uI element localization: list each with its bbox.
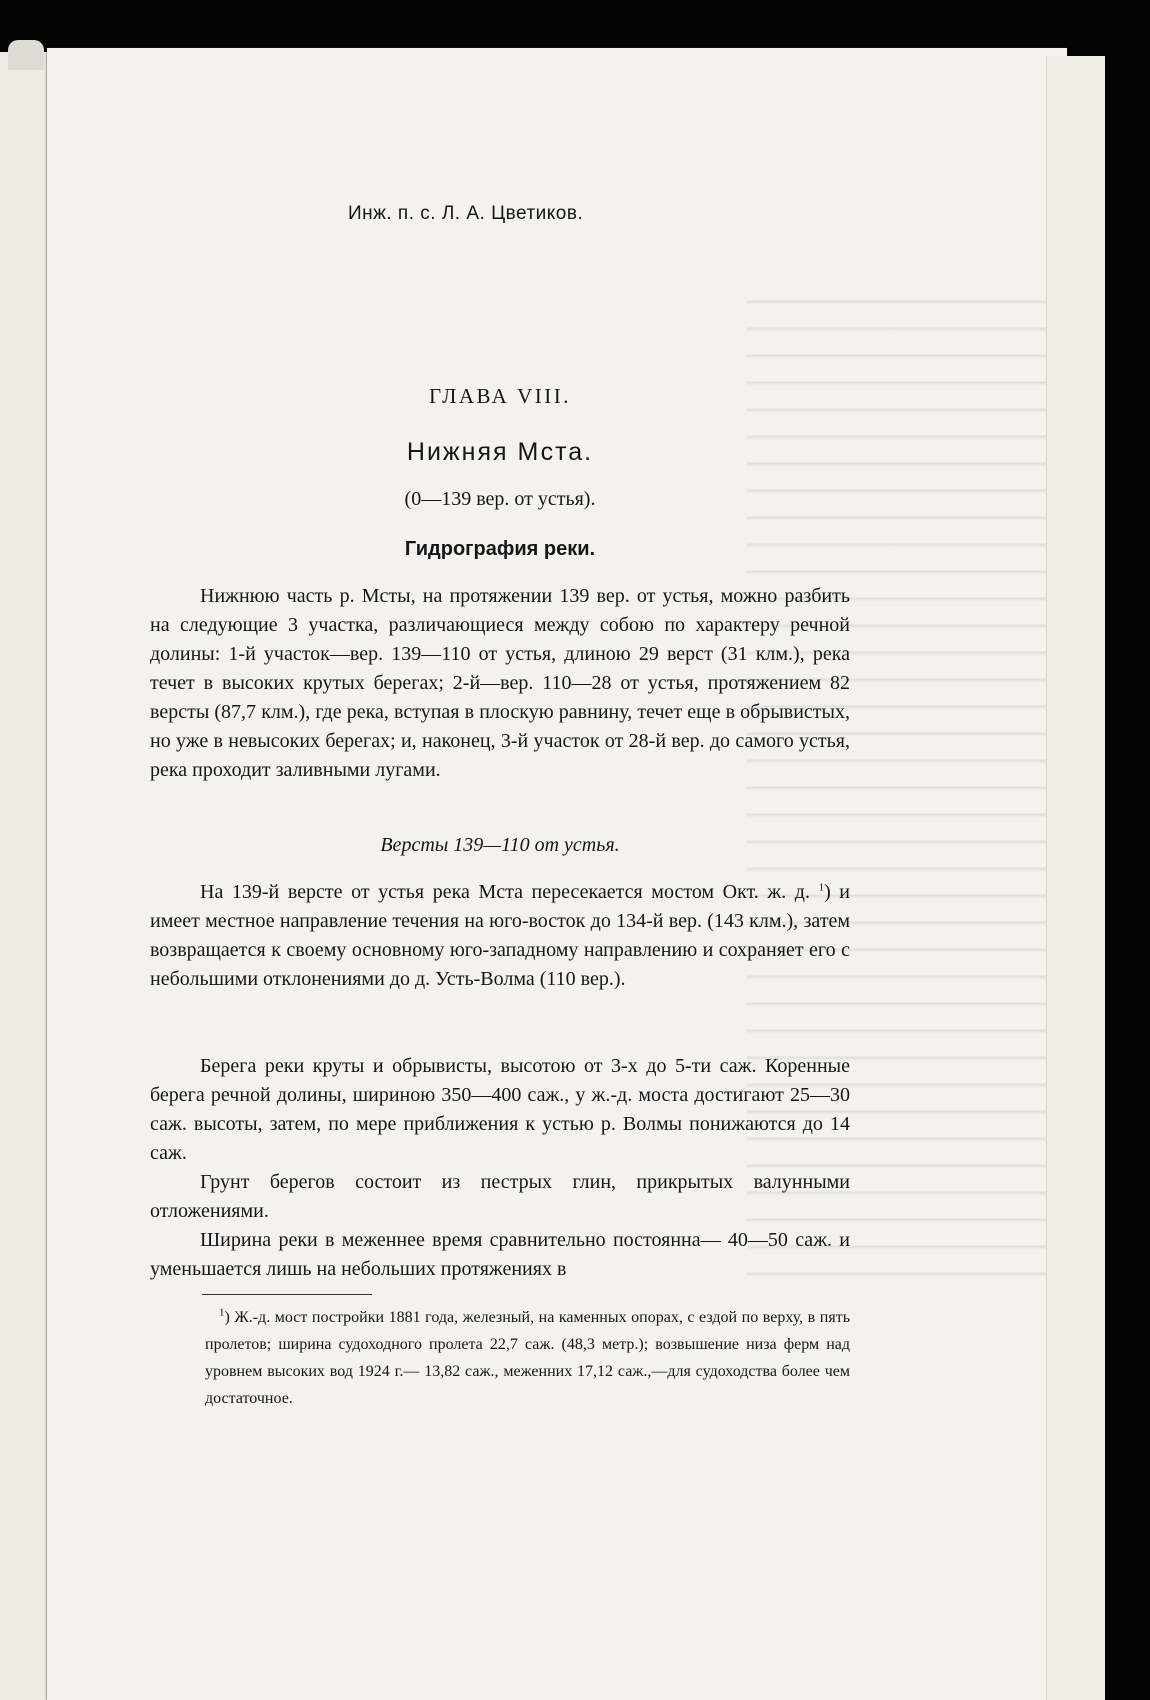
subsection-heading: Версты 139—110 от устья. <box>380 834 620 856</box>
left-page-edge <box>0 52 52 1700</box>
section-heading: Гидрография реки. <box>404 538 596 560</box>
paragraph-banks: Берега реки круты и обрывисты, высотою от 3-х до 5-ти саж. Коренные берега речной долины, шириною 350—400 саж., у ж.-д. моста достигают 25—30 саж. высоты, затем, по мере приближения к устью р. Волмы понижаются до 14 саж. <box>150 1055 850 1164</box>
chapter-heading: ГЛАВА VIII. <box>429 384 571 408</box>
page-title: Нижняя Мста. <box>406 438 594 466</box>
right-page-edge <box>1046 56 1105 1700</box>
footnote <box>205 1304 850 1412</box>
verst-range: (0—139 вер. от устья). <box>404 488 596 510</box>
paragraph-bridge-start: На 139-й версте от устья река Мста пересекается мостом Окт. ж. д. <box>200 881 810 903</box>
left-page-curl <box>8 40 44 70</box>
footnote-text: ) Ж.-д. мост постройки 1881 года, железный, на каменных опорах, с ездой по верху, в пять пролетов; ширина судоходного пролета 22,7 саж. (48,3 метр.); возвышение низа ферм над уровнем высоких вод 1924 г.— 13,82 саж., меженних 17,12 саж.,—для судоходства более чем достаточное. <box>205 1309 850 1407</box>
paragraph-width: Ширина реки в меженнее время сравнительно постоянна— 40—50 саж. и уменьшается лишь на небольших протяжениях в <box>150 1229 850 1280</box>
paragraph-bridge-end: ) и имеет местное направление течения на юго-восток до 134-й вер. (143 клм.), затем возвращается к своему основному юго-западному направлению и сохраняет его с небольшими отклонениями до д. Усть-Волма (110 вер.). <box>150 881 851 990</box>
footnote-marker: 1 <box>219 1306 225 1319</box>
footnote-reference: 1 <box>818 881 825 894</box>
author-line: Инж. п. с. Л. А. Цветиков. <box>348 203 584 224</box>
paragraph-intro: Нижнюю часть р. Мсты, на протяжении 139 вер. от устья, можно разбить на следующие 3 участка, различающиеся между собою по характеру речной долины: 1-й участок—вер. 139—110 от устья, длиною 29 верст (31 клм.), река течет в высоких крутых берегах; 2-й—вер. 110—28 от устья, протяжением 82 версты (87,7 клм.), где река, вступая в плоскую равнину, течет еще в обрывистых, но уже в невысоких берегах; и, наконец, 3-й участок от 28-й вер. до самого устья, река проходит заливными лугами. <box>150 585 850 781</box>
footnote-divider <box>202 1294 372 1295</box>
book-page <box>47 48 1067 1700</box>
paragraph-soil: Грунт берегов состоит из пестрых глин, прикрытых валунными отложениями. <box>150 1171 850 1222</box>
paragraph-bridge <box>150 878 850 994</box>
